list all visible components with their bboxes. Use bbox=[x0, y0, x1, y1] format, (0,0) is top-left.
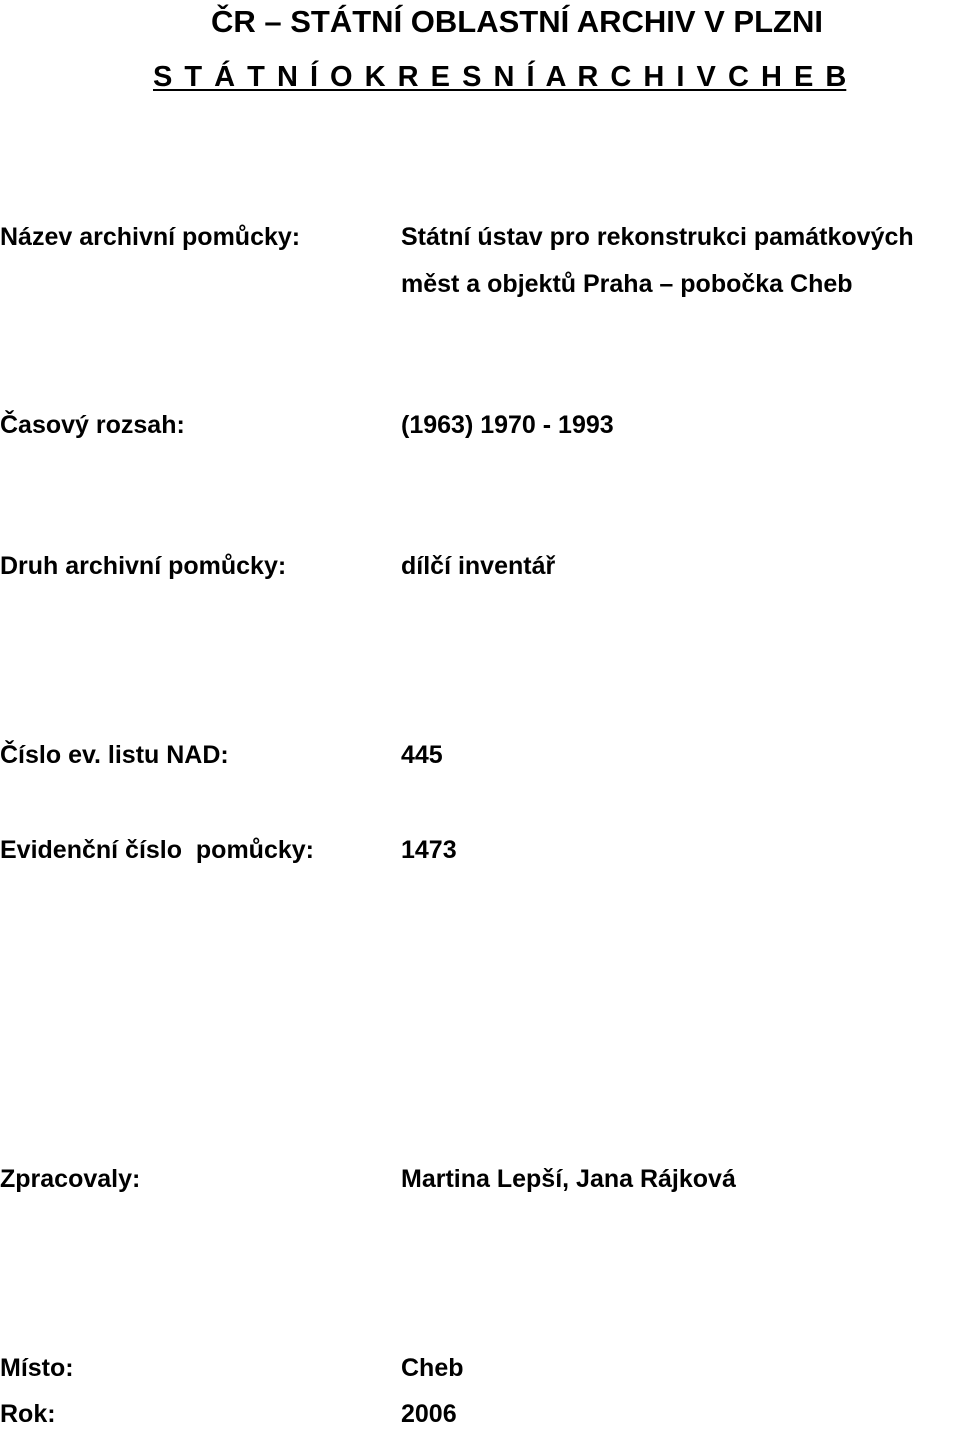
archive-header-subtitle: S T Á T N Í O K R E S N Í A R C H I V C H E B bbox=[153, 61, 847, 93]
evidencni-cislo-value: 1473 bbox=[401, 836, 457, 864]
nazev-label: Název archivní pomůcky: bbox=[0, 223, 301, 251]
rok-label: Rok: bbox=[0, 1400, 56, 1428]
zpracovaly-label: Zpracovaly: bbox=[0, 1165, 141, 1193]
casovy-rozsah-label: Časový rozsah: bbox=[0, 411, 185, 439]
evidencni-cislo-label: Evidenční číslo pomůcky: bbox=[0, 836, 314, 864]
misto-value: Cheb bbox=[401, 1354, 464, 1382]
zpracovaly-value: Martina Lepší, Jana Rájková bbox=[401, 1165, 736, 1193]
druh-label: Druh archivní pomůcky: bbox=[0, 552, 287, 580]
nazev-value-line2: měst a objektů Praha – pobočka Cheb bbox=[401, 270, 853, 298]
cislo-nad-value: 445 bbox=[401, 741, 443, 769]
cislo-nad-label: Číslo ev. listu NAD: bbox=[0, 741, 229, 769]
misto-label: Místo: bbox=[0, 1354, 74, 1382]
archive-header-title: ČR – STÁTNÍ OBLASTNÍ ARCHIV V PLZNI bbox=[211, 4, 823, 39]
casovy-rozsah-value: (1963) 1970 - 1993 bbox=[401, 411, 614, 439]
druh-value: dílčí inventář bbox=[401, 552, 556, 580]
rok-value: 2006 bbox=[401, 1400, 457, 1428]
nazev-value-line1: Státní ústav pro rekonstrukci památkových bbox=[401, 223, 914, 251]
